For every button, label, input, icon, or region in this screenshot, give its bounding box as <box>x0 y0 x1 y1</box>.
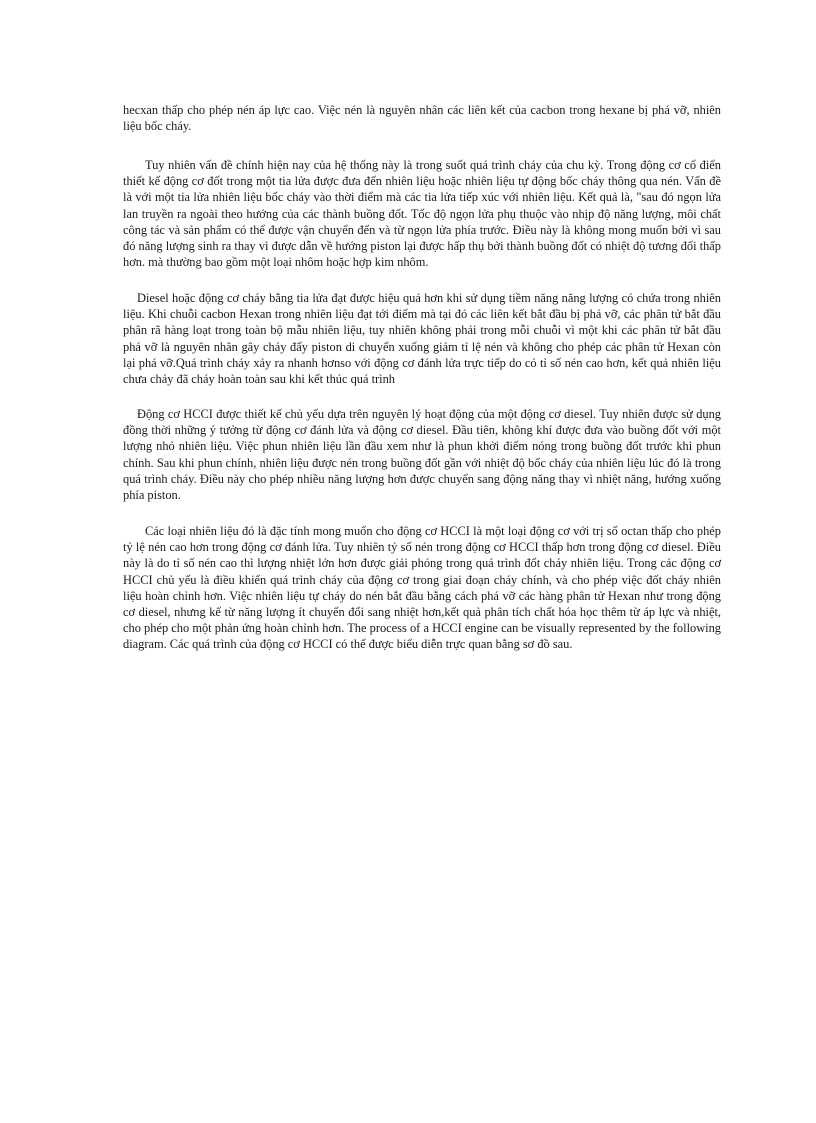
paragraph-4: Động cơ HCCI được thiết kế chủ yếu dựa trên nguyên lý hoạt động của một động cơ diesel. Tuy nhiên được sử dụng đồng thời những ý tưởng từ động cơ đánh lửa và động cơ diesel. Đầu tiên, không khí được đưa vào buồng đốt với một lượng nhỏ nhiên liệu. Việc phun nhiên liệu lần đầu xem như là phun khởi điểm nóng trong buồng đốt trước khi phun chính. Sau khi phun chính, nhiên liệu được nén trong buồng đốt gần với nhiệt độ bốc cháy của nhiên liệu lúc đó là trong quá trình cháy. Điều này cho phép nhiều năng lượng hơn được chuyển sang động năng thay vì nhiệt năng, hướng xuống phía piston. <box>123 407 721 503</box>
paragraph-2: Tuy nhiên vấn đề chính hiện nay của hệ thống này là trong suốt quá trình cháy của chu kỳ. Trong động cơ cổ điển thiết kế động cơ đốt trong một tia lửa được đưa đến nhiên liệu hoặc nhiên liệu tự động bốc cháy thông qua nén. Vấn đề là với một tia lửa nhiên liệu bốc cháy vào thời điểm mà các tia lửa tiếp xúc với nhiên liệu. Kết quả là, "sau đó ngọn lửa lan truyền ra ngoài theo hướng của các thành buồng đốt. Tốc độ ngọn lửa phụ thuộc vào nhịp độ năng lượng, môi chất công tác và sản phẩm có thể được vận chuyển đến và từ ngọn lửa phía trước. Điều này là không mong muốn bởi vì sau đó năng lượng sinh ra thay vì được dẫn về hướng piston lại được hấp thụ bởi thành buồng đốt có nhiệt độ tương đối thấp hơn. mà thường bao gồm một loại nhôm hoặc hợp kim nhôm. <box>123 158 721 270</box>
paragraph-5: Các loại nhiên liệu đó là đặc tính mong muốn cho động cơ HCCI là một loại động cơ với trị số octan thấp cho phép tỷ lệ nén cao hơn trong động cơ đánh lửa. Tuy nhiên tỷ số nén trong động cơ HCCI thấp hơn trong động cơ diesel. Điều này là do tỉ số nén cao thì lượng nhiệt lớn hơn được giải phóng trong quá trình đốt cháy nhiên liệu. Trong các động cơ HCCI chủ yếu là điều khiển quá trình cháy của động cơ trong giai đoạn cháy chính, và cho phép việc đốt cháy nhiên liệu hoàn chỉnh hơn. Việc nhiên liệu tự cháy do nén bắt đầu bằng cách phá vỡ các hàng phân tử Hexan như trong động cơ diesel, nhưng kể từ năng lượng ít chuyển đổi sang nhiệt hơn,kết quả phân tích chất hóa học thêm từ áp lực và nhiệt, cho phép cho một phản ứng hoàn chỉnh hơn. The process of a HCCI engine can be visually represented by the following diagram. Các quá trình của động cơ HCCI có thể được biểu diễn trực quan bằng sơ đồ sau. <box>123 524 721 652</box>
paragraph-1: hecxan thấp cho phép nén áp lực cao. Việc nén là nguyên nhân các liên kết của cacbon trong hexane bị phá vỡ, nhiên liệu bốc cháy. <box>123 103 721 134</box>
paragraph-3: Diesel hoặc động cơ cháy bằng tia lửa đạt được hiệu quả hơn khi sử dụng tiềm năng năng lượng có chứa trong nhiên liệu. Khi chuỗi cacbon Hexan trong nhiên liệu đạt tới điểm mà tại đó các liên kết bắt đầu bị phá vỡ, các phân tử bắt đầu phân rã hàng loạt trong toàn bộ mẫu nhiên liệu, tuy nhiên không phải trong mỗi chuỗi vì một khi các phân tử bắt đầu phá vỡ là nguyên nhân gây cháy đẩy piston di chuyển xuống giảm tỉ lệ nén và không cho phép các phân tử Hexan còn lại phá vỡ.Quá trình cháy xảy ra nhanh hơnso với động cơ đánh lửa trực tiếp do có tỉ số nén cao hơn, kết quả nhiên liệu chưa cháy đã cháy hoàn toàn sau khi kết thúc quá trình <box>123 291 721 387</box>
